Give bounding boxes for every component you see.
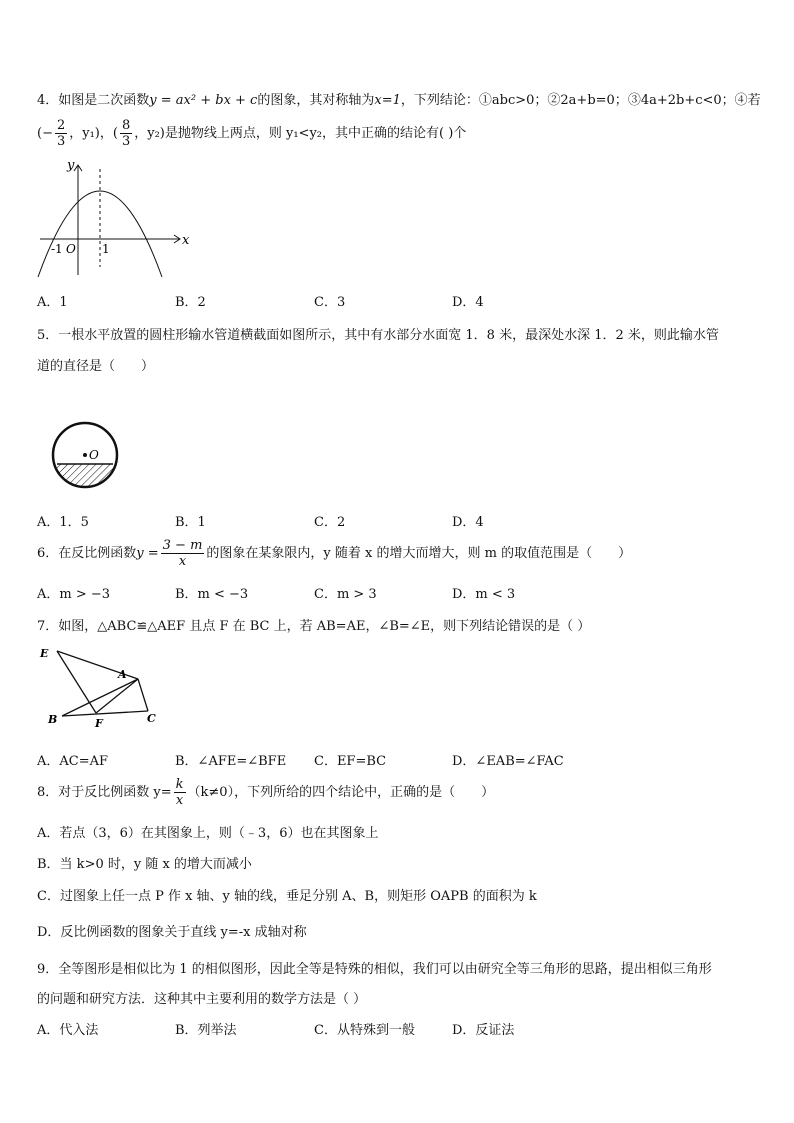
q8-fraction (174, 777, 186, 808)
q9-line1: 9．全等图形是相似比为 1 的相似图形，因此全等是特殊的相似，我们可以由研究全等三角形的思路，提出相似三角形 (37, 962, 712, 977)
q7-option-c[interactable]: C．EF=BC (314, 754, 387, 769)
q8-option-c[interactable]: C．过图象上任一点 P 作 x 轴、y 轴的线，垂足分别 A、B，则矩形 OAPB 的面积为 k (37, 889, 537, 904)
q5-option-b[interactable]: B．1 (175, 515, 206, 530)
q7-option-a[interactable]: A．AC=AF (37, 754, 109, 769)
q8-option-a[interactable]: A．若点（3，6）在其图象上，则（﹣3，6）也在其图象上 (37, 826, 379, 841)
parabola-curve (38, 191, 162, 277)
q6-option-d[interactable]: D．m < 3 (452, 587, 516, 602)
q9-option-d[interactable]: D．反证法 (452, 1023, 515, 1038)
q4-option-d[interactable]: D．4 (452, 295, 484, 310)
vertex-F: F (95, 717, 103, 730)
q4-line1 (37, 89, 761, 108)
q5-option-c[interactable]: C．2 (314, 515, 346, 530)
q8-line (37, 777, 494, 808)
vertex-E: E (40, 647, 49, 660)
q8-option-d[interactable]: D．反比例函数的图象关于直线 y=-x 成轴对称 (37, 925, 307, 940)
vertex-C: C (147, 712, 156, 725)
q4-function: y = ax² + bx + c (149, 93, 258, 108)
q4-option-a[interactable]: A．1 (37, 295, 68, 310)
fraction-denominator: x (175, 793, 184, 808)
q9-line2: 的问题和研究方法．这种其中主要利用的数学方法是（ ） (37, 992, 367, 1007)
q5-line1: 5．一根水平放置的圆柱形输水管道横截面如图所示，其中有水部分水面宽 1．8 米，最深处水深 1．2 米，则此输水管 (37, 328, 719, 343)
q6-stem-tail: 的图象在某象限内，y 随着 x 的增大而增大，则 m 的取值范围是（ ） (206, 546, 632, 561)
label-neg1: -1 (51, 242, 63, 256)
q4-fraction-8-3 (120, 118, 132, 149)
y-axis-label: y (67, 158, 75, 173)
q6-option-a[interactable]: A．m > −3 (37, 587, 111, 602)
q9-option-b[interactable]: B．列举法 (175, 1023, 237, 1038)
q4-stem-b: 的图象，其对称轴为 (257, 93, 375, 108)
fraction-denominator: 3 (56, 134, 66, 149)
q4-line2-tail: ，y₂)是抛物线上两点，则 y₁<y₂，其中正确的结论有( )个 (134, 126, 467, 141)
q4-axis-equation: x=1 (374, 93, 401, 108)
q6-stem: 6．在反比例函数 (37, 546, 137, 561)
fraction-numerator: 2 (56, 118, 66, 133)
q5-line2: 道的直径是（ ） (37, 359, 155, 374)
q6-option-b[interactable]: B．m < −3 (175, 587, 249, 602)
q4-parabola-graph (30, 155, 195, 285)
q8-option-b[interactable]: B．当 k>0 时，y 随 x 的增大而减小 (37, 857, 252, 872)
q8-stem: 8．对于反比例函数 y= (37, 785, 172, 800)
q6-line (37, 538, 631, 569)
q4-option-b[interactable]: B．2 (175, 295, 206, 310)
q7-option-d[interactable]: D．∠EAB=∠FAC (452, 754, 564, 769)
q5-option-d[interactable]: D．4 (452, 515, 484, 530)
q7-triangle-diagram (36, 645, 166, 735)
fraction-numerator: 3 − m (162, 538, 203, 553)
q4-conclusion-4: ④若 (734, 93, 761, 108)
q6-fraction (161, 538, 205, 569)
q9-option-c[interactable]: C．从特殊到一般 (314, 1023, 415, 1038)
q4-stem-c: ，下列结论： (400, 93, 479, 108)
q4-fraction-2-3 (55, 118, 67, 149)
label-1: 1 (102, 242, 110, 256)
q8-stem-tail: （k≠0），下列所给的四个结论中，正确的是（ ） (187, 785, 495, 800)
x-axis-label: x (182, 233, 190, 248)
q4-conclusion-1: ①abc>0； (478, 93, 548, 108)
vertex-A: A (118, 668, 127, 681)
q7-option-b[interactable]: B．∠AFE=∠BFE (175, 754, 287, 769)
q5-pipe-cross-section (48, 420, 126, 492)
vertex-B: B (48, 713, 58, 726)
q6-function-y: y = (136, 546, 159, 561)
q4-point-mid: ，y₁)，( (69, 126, 118, 141)
q4-conclusion-2: ②2a+b=0； (547, 93, 628, 108)
fraction-numerator: 8 (121, 118, 131, 133)
q6-option-c[interactable]: C．m > 3 (314, 587, 377, 602)
center-dot (83, 453, 87, 457)
q9-option-a[interactable]: A．代入法 (37, 1023, 99, 1038)
q5-option-a[interactable]: A．1．5 (37, 515, 89, 530)
segment-BC (62, 711, 148, 716)
segment-EF (57, 651, 96, 713)
segment-AC (138, 679, 148, 711)
fraction-denominator: 3 (121, 134, 131, 149)
q4-number: 4． (37, 93, 59, 108)
origin-label: O (66, 242, 76, 256)
center-label: O (89, 448, 99, 462)
q4-line2 (37, 118, 466, 149)
q4-stem: 如图是二次函数 (58, 93, 150, 108)
q4-point1-open: (− (37, 126, 53, 141)
q7-line: 7．如图，△ABC≌△AEF 且点 F 在 BC 上，若 AB=AE，∠B=∠E，则下列结论错误的是（ ） (37, 619, 591, 634)
q4-option-c[interactable]: C．3 (314, 295, 346, 310)
fraction-numerator: k (175, 777, 184, 792)
fraction-denominator: x (178, 554, 187, 569)
q4-conclusion-3: ③4a+2b+c<0； (627, 93, 735, 108)
